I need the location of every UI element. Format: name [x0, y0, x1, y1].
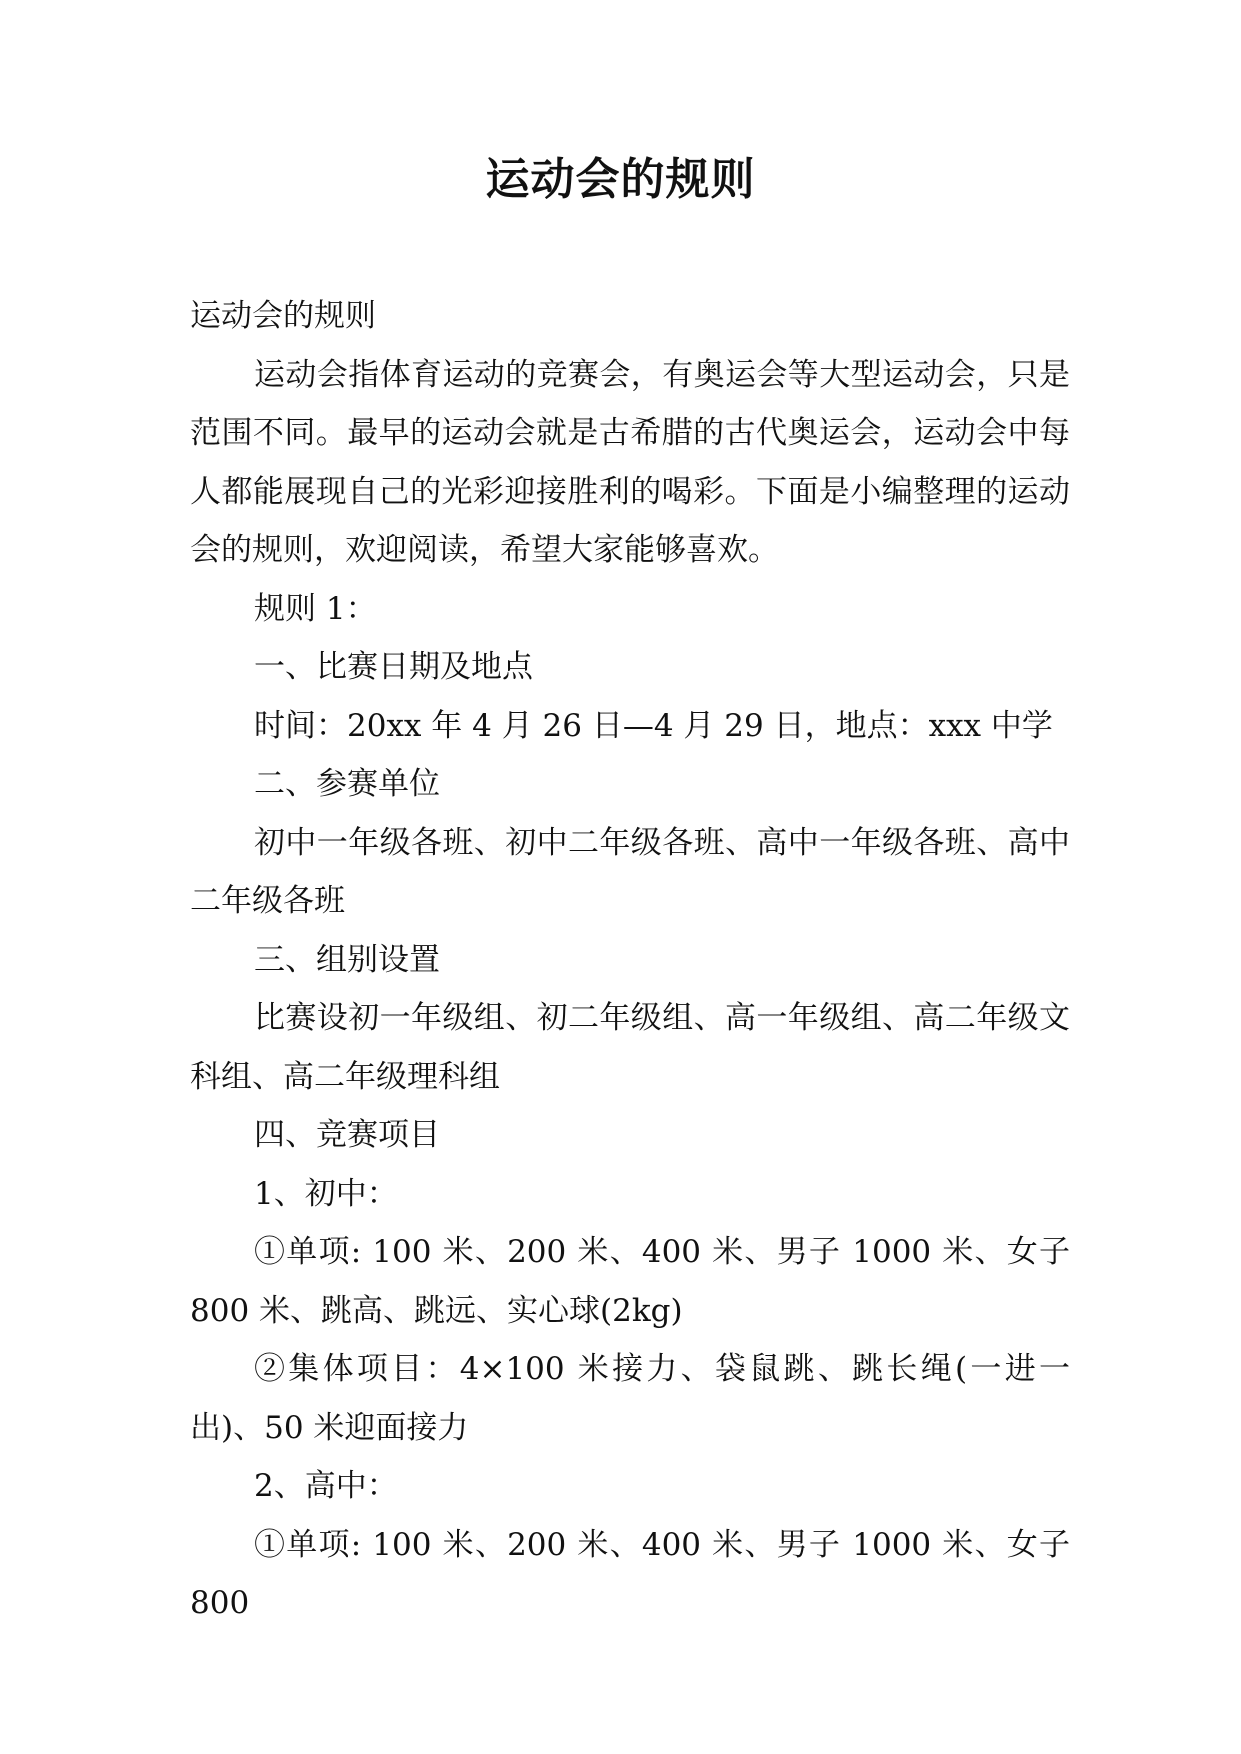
- section-heading-groups: 三、组别设置: [254, 941, 440, 978]
- section-heading-events: 四、竞赛项目: [254, 1117, 440, 1153]
- paragraph-date-location: 时间：20xx 年 4 月 26 日—4 月 29 日，地点：xxx 中学: [254, 707, 1053, 744]
- document-title: 运动会的规则: [485, 154, 756, 205]
- paragraph-junior-individual: ①单项: 100 米、200 米、400 米、男子 1000 米、女子 800 米、跳高、跳远、实心球(2kg): [190, 1234, 1070, 1329]
- paragraph-participants: 初中一年级各班、初中二年级各班、高中一年级各班、高中二年级各班: [190, 824, 1070, 919]
- paragraph-heading: 运动会的规则: [190, 298, 376, 334]
- paragraph-junior-team: ②集体项目：4×100 米接力、袋鼠跳、跳长绳(一进一出)、50 米迎面接力: [190, 1351, 1070, 1446]
- paragraph-groups: 比赛设初一年级组、初二年级组、高一年级组、高二年级文科组、高二年级理科组: [190, 1000, 1070, 1095]
- paragraph-intro: 运动会指体育运动的竞赛会，有奥运会等大型运动会，只是范围不同。最早的运动会就是古希腊的古代奥运会，运动会中每人都能展现自己的光彩迎接胜利的喝彩。下面是小编整理的运动会的规则，欢迎阅读，希望大家能够喜欢。: [190, 356, 1070, 568]
- section-heading-participants: 二、参赛单位: [254, 766, 440, 802]
- paragraph-rule-1: 规则 1：: [254, 590, 377, 627]
- paragraph-senior-individual: ①单项: 100 米、200 米、400 米、男子 1000 米、女子 800: [190, 1526, 1070, 1621]
- section-heading-date-location: 一、比赛日期及地点: [254, 649, 533, 685]
- document-body: [190, 287, 1070, 1633]
- paragraph-junior-high: 1、初中：: [254, 1175, 398, 1212]
- paragraph-senior-high: 2、高中：: [254, 1468, 398, 1504]
